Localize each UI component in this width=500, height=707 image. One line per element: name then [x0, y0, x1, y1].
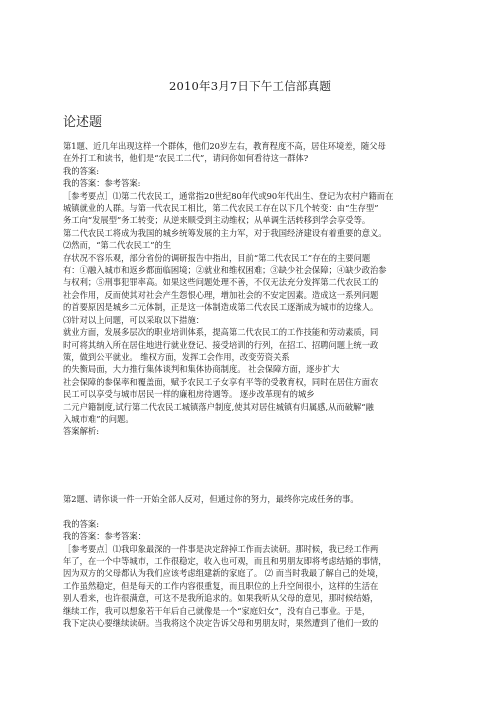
question-1-line: 的首要原因是城乡二元体制，正是这一体制造成第二代农民工逐渐成为城市的边缘人。 [63, 302, 379, 313]
question-1-block [63, 140, 438, 438]
question-2-line: 第2题、请你谈一件一开始全部人反对，但通过你的努力，最终你完成任务的事。 [63, 494, 359, 504]
question-1-line: 我的答案: [63, 165, 99, 176]
question-2-line: 我的答案：参考答案： [63, 531, 146, 542]
question-1-line: 在外打工和读书，他们是“农民工二代”，请问你如何看待这一群体? [63, 153, 309, 164]
question-1-line: 入城市难”的问题。 [63, 413, 134, 424]
question-1-line: ⑵然而，“第二代农民工”的生 [63, 240, 172, 251]
question-1-line: 第1题、近几年出现这样一个群体，他们20岁左右，教育程度不高，居住环境差，随父母 [63, 141, 386, 151]
section-heading: 论述题 [63, 115, 103, 130]
question-1-line: 我的答案：参考答案: [63, 178, 141, 189]
document-title: 2010年3月7日下午工信部真题 [168, 79, 332, 93]
question-1-line: 时可将其纳入所在居住地进行就业登记、接受培训的行列，在招工、招聘问题上统一政 [63, 339, 379, 350]
question-1-line: ［参考要点］⑴第二代农民工，通常指20世纪80年代或90年代出生、登记为农村户籍而在 [63, 190, 394, 201]
question-1-line: 民工可以享受与城市居民一样的廉租房待遇等。 逐步改革现有的城乡 [63, 389, 315, 400]
question-2-line: ［参考要点］⑴我印象最深的一件事是决定辞掉工作而去读研。那时候，我已经工作两 [63, 543, 379, 554]
question-1-line: ⑶针对以上问题，可以采取以下措施： [63, 314, 205, 325]
question-1-line: 与权利；⑤刑事犯罪率高。如果这些问题处理不善，不仅无法充分发挥第二代农民工的 [63, 277, 379, 288]
question-2-line: 继续工作，我可以想象若干年后自己就像是一个“家庭妇女”，没有自己事业。于是， [63, 605, 371, 616]
question-2-line: 年了，在一个中等城市，工作很稳定，收入也可观，而且和男朋友即将考虑结婚的事情， [63, 556, 387, 567]
question-2-line: 工作虽然稳定，但是每天的工作内容很重复，而且职位的上升空间很小，这样的生活在 [63, 580, 379, 591]
question-1-line: 存状况不容乐观，部分省份的调研报告中指出，目前“第二代农民工”存在的主要问题 [63, 252, 371, 263]
question-2-line: 我下定决心要继续读研。当我将这个决定告诉父母和男朋友时，果然遭到了他们一致的 [63, 618, 379, 629]
question-1-line: 答案解析: [63, 426, 99, 437]
question-1-line: 就业方面，发展多层次的职业培训体系，提高第二代农民工的工作技能和劳动素质，同 [63, 327, 379, 338]
question-1-line: 策，做到公平就业。 维权方面，发挥工会作用，改变劳资关系 [63, 351, 290, 362]
question-1-line: 社会作用，反而使其对社会产生怨恨心理，增加社会的不安定因素。造成这一系列问题 [63, 289, 379, 300]
question-1-line: 务工向“发展型”务工转变；从逆来顺受到主动维权；从单调生活转移到学会享受等。 [63, 215, 371, 226]
question-2-line: 因为双方的父母都认为我们应该考虑组建新的家庭了。 ⑵ 而当时我最了解自己的处境， [63, 568, 384, 579]
question-2-line [63, 505, 438, 517]
question-1-line: 城镇就业的人群。与第一代农民工相比，第二代农民工存在以下几个转变：由“生存型” [63, 203, 379, 214]
question-1-line: 的失衡局面，大力推行集体谈判和集体协商制度。 社会保障方面，逐步扩大 [63, 364, 340, 375]
question-2-block [63, 493, 438, 629]
question-1-line: 二元户籍制度,试行第二代农民工城镇落户制度,使其对居住城镇有归属感,从而破解“融 [63, 401, 374, 412]
question-1-line: 社会保障的参保率和覆盖面，赋予农民工子女享有平等的受教育权，同时在居住方面农 [63, 376, 379, 387]
question-2-line: 我的答案: [63, 518, 99, 529]
question-2-line: 别人看来，也许很满意，可这不是我所追求的。如果我听从父母的意见，那时候结婚， [63, 593, 379, 604]
question-1-line: 有：①融入城市和返乡都面临困境；②就业和维权困难；③缺少社会保障；④缺少政治参 [63, 265, 387, 276]
question-1-line: 第二代农民工将成为我国的城乡统筹发展的主力军，对于我国经济建设有着重要的意义。 [63, 227, 387, 238]
